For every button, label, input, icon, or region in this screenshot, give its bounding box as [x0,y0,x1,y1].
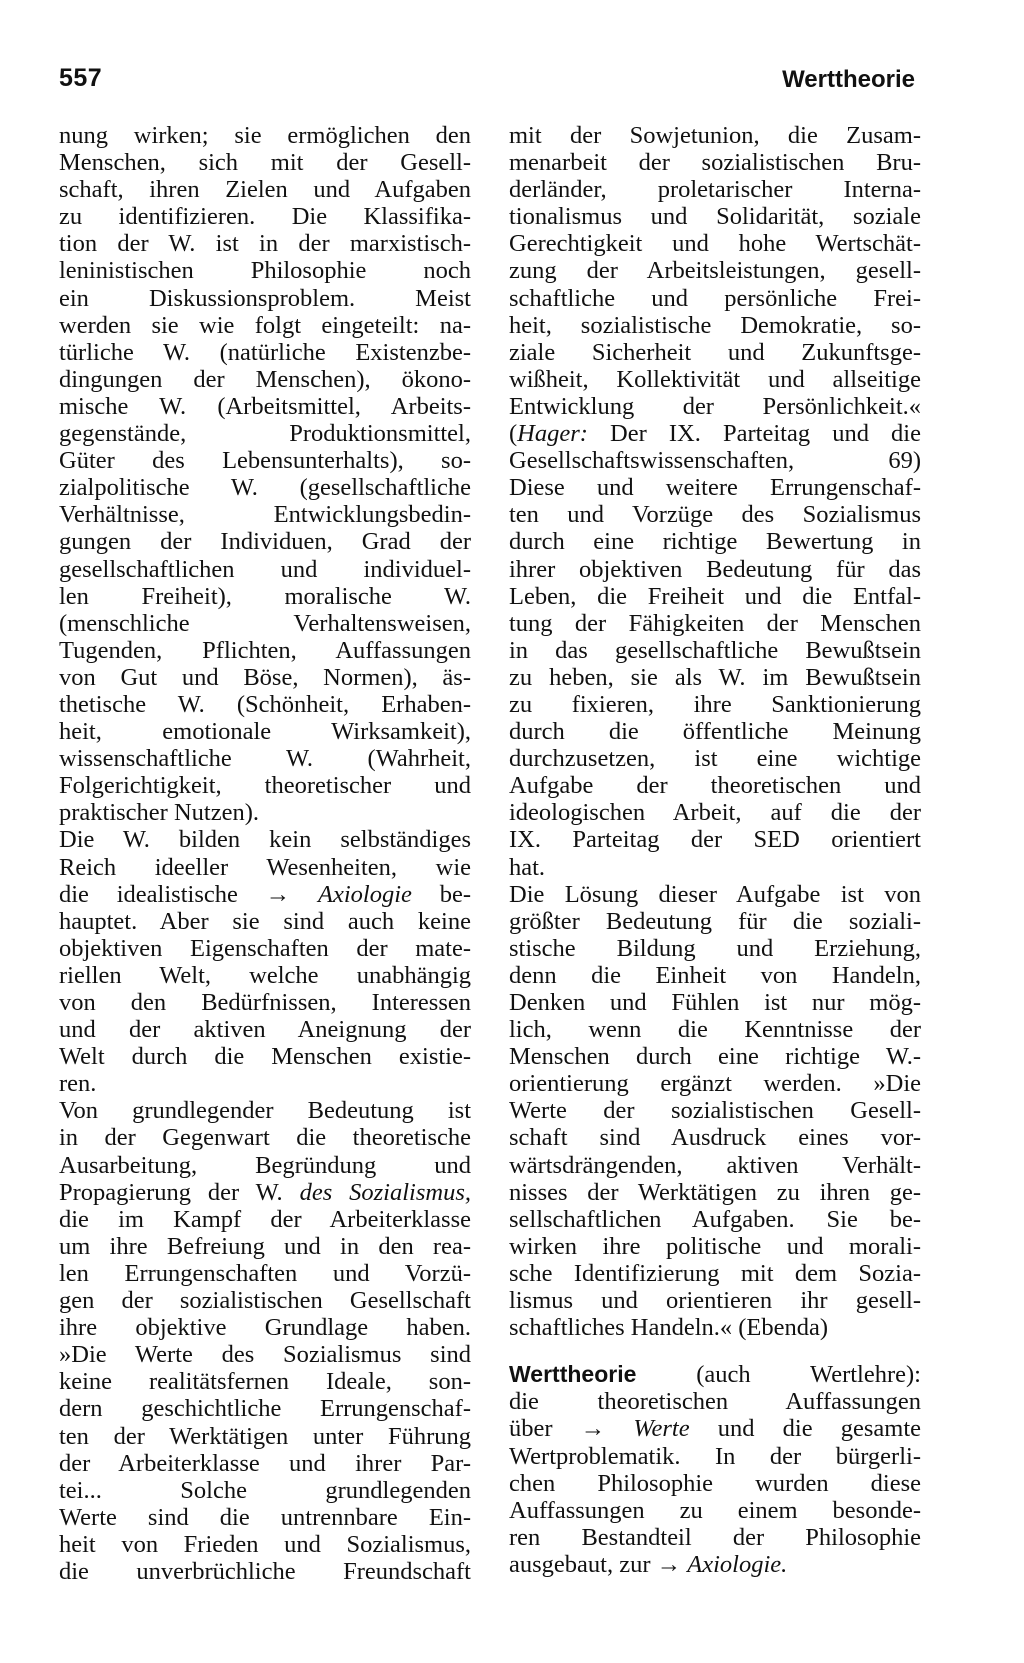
text-line: hat. [509,853,546,881]
text-line: tionalismus und Solidarität, soziale [509,203,921,231]
text-line: wärtsdrängenden, aktiven Verhält- [509,1151,921,1179]
text-line [509,1551,921,1578]
text-line: nisses der Werktätigen zu ihren ge- [509,1178,921,1206]
text-line: durch eine richtige Bewertung in [509,528,921,556]
text-line [509,420,921,447]
text-line [509,1415,921,1442]
italic-text: Werte [633,1415,690,1443]
text-line: Güter des Lebensunterhalts), so- [59,447,471,475]
text-line: in der Gegenwart die theoretische [59,1124,471,1152]
text-line: ten der Werktätigen unter Führung [59,1422,471,1450]
text-line: die im Kampf der Arbeiterklasse [59,1205,471,1233]
text-line: Ausarbeitung, Begründung und [59,1151,471,1179]
text-line: gen der sozialistischen Gesellschaft [59,1287,471,1315]
text-line: denn die Einheit von Handeln, [509,961,921,989]
italic-text: Axiologie [317,880,412,908]
text-line: wirken ihre politische und morali- [509,1232,921,1260]
paragraph-gap [509,1341,921,1361]
text-segment: ausgebaut, zur → [509,1550,688,1578]
text-line: in das gesellschaftliche Bewußtsein [509,636,921,664]
text-segment: die idealistische → [59,880,318,908]
text-line: mit der Sowjetunion, die Zusam- [509,122,921,149]
text-line: »Die Werte des Sozialismus sind [59,1341,471,1369]
text-line: die theoretischen Auffassungen [509,1388,921,1416]
italic-text: Axiologie. [687,1550,788,1578]
text-line: Gerechtigkeit und hohe Wertschät- [509,230,921,258]
text-line: zung der Arbeitsleistungen, gesell- [509,257,921,285]
text-line: Welt durch die Menschen existie- [59,1043,471,1071]
text-line: hauptet. Aber sie sind auch keine [59,907,471,935]
text-line: mische W. (Arbeitsmittel, Arbeits- [59,392,471,420]
text-line: zu fixieren, ihre Sanktionierung [509,690,921,718]
text-line: ten und Vorzüge des Sozialismus [509,501,921,529]
italic-text: des Sozialismus, [299,1178,471,1206]
text-line: ihrer objektiven Bedeutung für das [509,555,921,583]
text-line: Reich ideeller Wesenheiten, wie [59,853,471,881]
text-line: lismus und orientieren ihr gesell- [509,1287,921,1315]
right-column [509,122,921,1578]
text-line: Werte der sozialistischen Gesell- [509,1097,921,1125]
text-line: Denken und Fühlen ist nur mög- [509,989,921,1016]
text-line: heit, emotionale Wirksamkeit), [59,718,471,746]
text-line: Tugenden, Pflichten, Auffassungen [59,636,471,664]
text-line: stische Bildung und Erziehung, [509,934,921,962]
text-segment: (auch Wertlehre): [636,1361,921,1389]
text-line: gungen der Individuen, Grad der [59,528,471,556]
text-line: und der aktiven Aneignung der [59,1016,471,1044]
text-line: Gesellschaftswissenschaften, 69) [509,447,921,475]
text-line: menarbeit der sozialistischen Bru- [509,149,921,177]
text-line: türliche W. (natürliche Existenzbe- [59,338,471,366]
text-line: Die W. bilden kein selbständiges [59,826,471,854]
text-segment: und die gesamte [689,1415,921,1443]
text-line: um ihre Befreiung und in den rea- [59,1232,471,1260]
text-line: chen Philosophie wurden diese [509,1469,921,1497]
text-line: durch die öffentliche Meinung [509,718,921,746]
text-line: praktischer Nutzen). [59,799,259,827]
text-line: sche Identifizierung mit dem Sozia- [509,1259,921,1287]
text-line: riellen Welt, welche unabhängig [59,961,471,989]
text-line: Diese und weitere Errungenschaf- [509,474,921,502]
text-line: wißheit, Kollektivität und allseitige [509,365,921,393]
text-line: durchzusetzen, ist eine wichtige [509,745,921,773]
page-number: 557 [59,64,103,92]
text-line: leninistischen Philosophie noch [59,257,471,285]
text-line: orientierung ergänzt werden. »Die [509,1070,921,1098]
text-line: Aufgabe der theoretischen und [509,772,921,800]
running-head: Werttheorie [782,66,915,93]
text-line: größter Bedeutung für die soziali- [509,907,921,935]
text-line [59,1179,471,1206]
text-line: Menschen, sich mit der Gesell- [59,149,471,177]
text-line: IX. Parteitag der SED orientiert [509,826,921,854]
text-line: von Gut und Böse, Normen), äs- [59,663,471,691]
text-line: zu heben, sie als W. im Bewußtsein [509,663,921,691]
text-line: objektiven Eigenschaften der mate- [59,934,471,962]
text-line: ideologischen Arbeit, auf die der [509,799,921,827]
text-line: tion der W. ist in der marxistisch- [59,230,471,258]
text-line: Werte sind die untrennbare Ein- [59,1503,471,1531]
text-line: schaftliche und persönliche Frei- [509,284,921,312]
text-line: gegenstände, Produktionsmittel, [59,420,471,448]
text-line: heit von Frieden und Sozialismus, [59,1530,471,1558]
text-line: Auffassungen zu einem besonde- [509,1496,921,1524]
text-line: ihre objektive Grundlage haben. [59,1314,471,1342]
text-line: Die Lösung dieser Aufgabe ist von [509,880,921,908]
text-line: dern geschichtliche Errungenschaf- [59,1395,471,1423]
text-line: der Arbeiterklasse und ihrer Par- [59,1449,471,1477]
text-line: derländer, proletarischer Interna- [509,176,921,204]
text-line: nung wirken; sie ermöglichen den [59,122,471,149]
text-line: wissenschaftliche W. (Wahrheit, [59,745,471,773]
text-line: Menschen durch eine richtige W.- [509,1043,921,1071]
text-line: Folgerichtigkeit, theoretischer und [59,772,471,800]
entry-headword: Werttheorie [509,1361,637,1388]
text-line: lich, wenn die Kenntnisse der [509,1016,921,1044]
text-line: schaft sind Ausdruck eines vor- [509,1124,921,1152]
text-line: dingungen der Menschen), ökono- [59,365,471,393]
text-line: schaftliches Handeln.« (Ebenda) [509,1314,829,1342]
text-line: ren Bestandteil der Philosophie [509,1523,921,1551]
text-line: sellschaftlichen Aufgaben. Sie be- [509,1205,921,1233]
text-line [509,1361,921,1388]
text-line: werden sie wie folgt eingeteilt: na- [59,311,471,339]
text-line: Entwicklung der Persönlichkeit.« [509,392,921,420]
text-line [59,881,471,908]
text-line: Wertproblematik. In der bürgerli- [509,1442,921,1470]
text-segment: über → [509,1415,634,1443]
text-line: die unverbrüchliche Freundschaft [59,1557,471,1585]
text-line: zialpolitische W. (gesellschaftliche [59,474,471,502]
text-line: zu identifizieren. Die Klassifika- [59,203,471,231]
text-segment: Propagierung der W. [59,1178,300,1206]
left-column [59,122,471,1585]
text-line: len Freiheit), moralische W. [59,582,471,610]
text-line: thetische W. (Schönheit, Erhaben- [59,690,471,718]
text-line: Von grundlegender Bedeutung ist [59,1097,471,1125]
text-line: heit, sozialistische Demokratie, so- [509,311,921,339]
text-line: tei... Solche grundlegenden [59,1476,471,1504]
text-line: tung der Fähigkeiten der Menschen [509,609,921,637]
text-line: ren. [59,1070,97,1098]
text-line: ein Diskussionsproblem. Meist [59,284,471,312]
text-line: Leben, die Freiheit und die Entfal- [509,582,921,610]
text-line: keine realitätsfernen Ideale, son- [59,1368,471,1396]
text-line: gesellschaftlichen und individuel- [59,555,471,583]
text-segment: be- [411,880,471,908]
text-line: len Errungenschaften und Vorzü- [59,1259,471,1287]
text-line: schaft, ihren Zielen und Aufgaben [59,176,471,204]
text-line: (menschliche Verhaltensweisen, [59,609,471,637]
text-line: ziale Sicherheit und Zukunftsge- [509,338,921,366]
text-line: Verhältnisse, Entwicklungsbedin- [59,501,471,529]
text-segment: ( [509,420,518,448]
italic-text: Hager: [517,420,588,448]
text-line: von den Bedürfnissen, Interessen [59,989,471,1016]
text-segment: Der IX. Parteitag und die [587,420,921,448]
